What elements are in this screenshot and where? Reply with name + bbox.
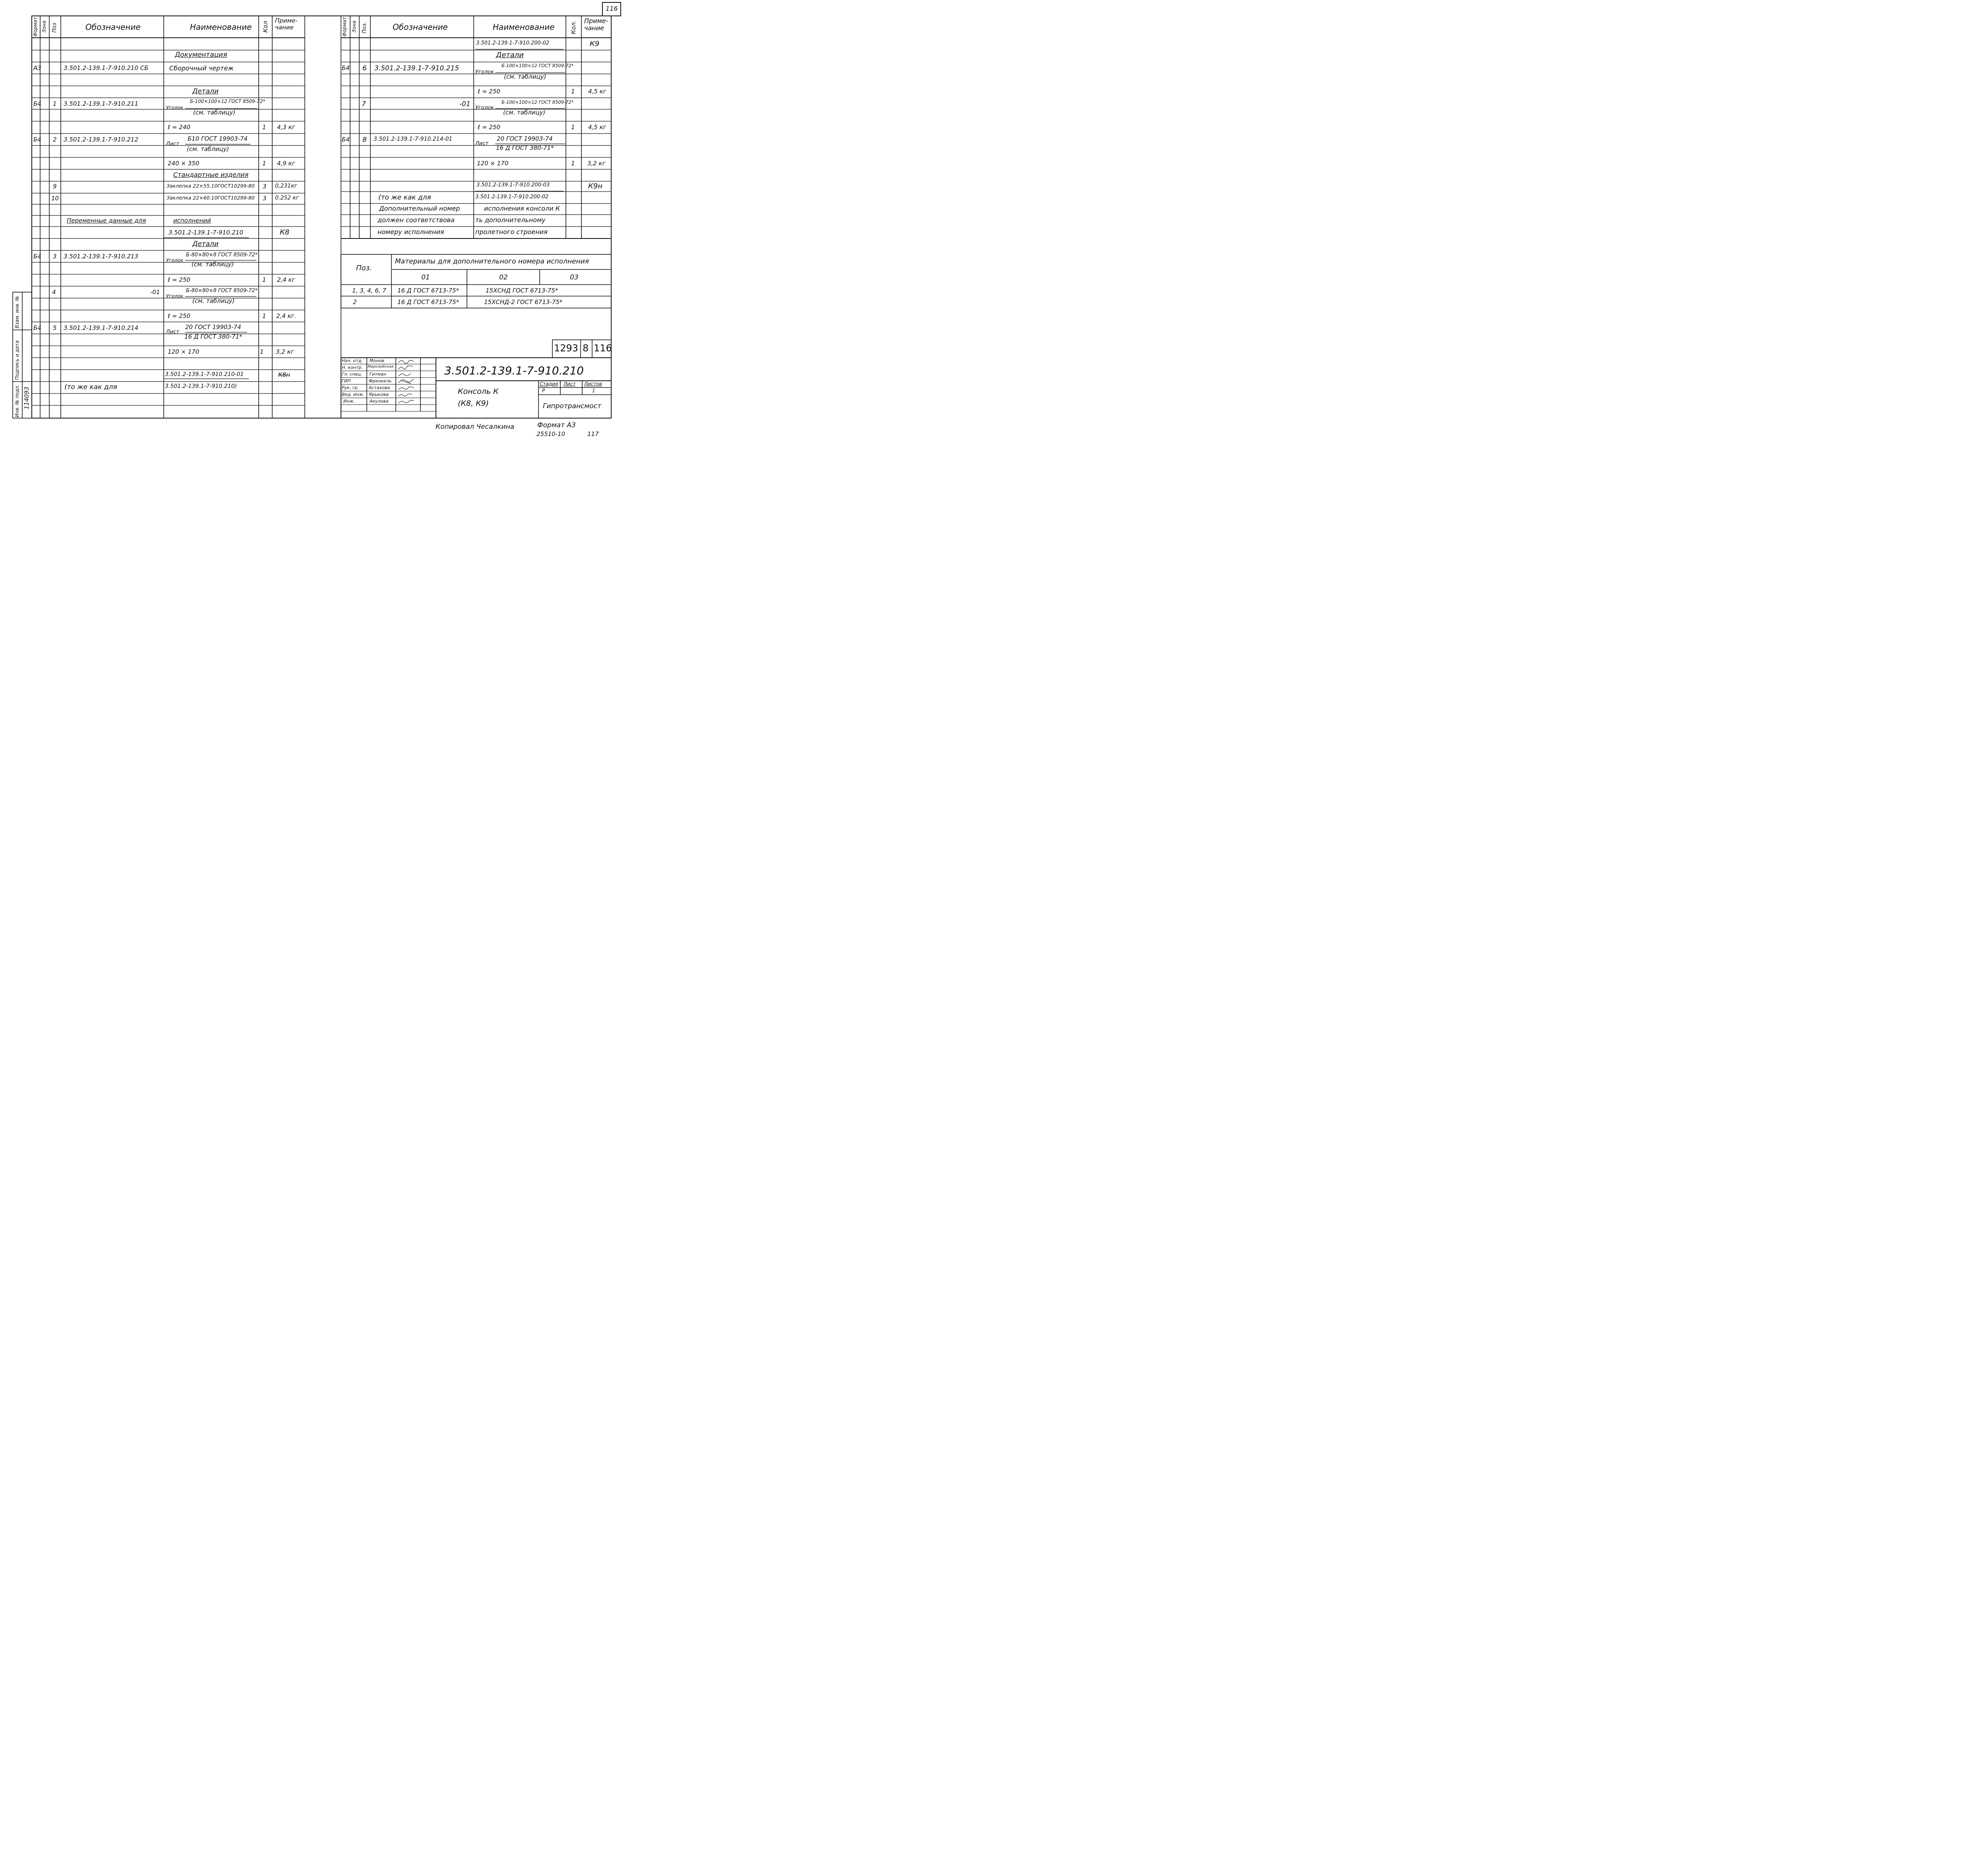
left-variable-data-label-cont: исполнений bbox=[173, 217, 211, 224]
right-name: 3.501.2-139.1-7-910.200-03 bbox=[476, 182, 550, 188]
right-name: ть дополнительному bbox=[475, 216, 546, 224]
signature-role: Вед. инж. bbox=[342, 392, 364, 397]
materials-row-0203: 15ХСНД-2 ГОСТ 6713-75* bbox=[484, 298, 563, 306]
left-name: 3.501.2-139.1-7-910.210 bbox=[168, 229, 244, 236]
signature-role: ГИП bbox=[342, 378, 351, 384]
signature-role: Гл. спец. bbox=[342, 372, 362, 377]
signature-role: Нач. отд. bbox=[342, 358, 363, 363]
right-name-bottom: (см. таблицу) bbox=[504, 73, 546, 80]
left-name-prefix: Уголок bbox=[166, 105, 184, 110]
right-header-pos: Поз. bbox=[362, 22, 368, 33]
sheet-ref-part2: 8 bbox=[583, 343, 589, 354]
right-designation: 3.501.2-139.1-7-910.215 bbox=[374, 64, 459, 72]
right-name: ℓ = 250 bbox=[478, 88, 500, 95]
left-name: Заклепка 22×60.10ГОСТ10299-80 bbox=[167, 195, 255, 201]
left-note: 2,4 кг. bbox=[276, 312, 296, 320]
right-header-designation: Обозначение bbox=[393, 22, 448, 32]
left-note: 2,4 кг bbox=[277, 276, 295, 283]
signature-name: Миролюбская bbox=[368, 365, 394, 369]
left-qty: 1 bbox=[262, 160, 266, 167]
copied-by: Копировал Чесалкина bbox=[436, 423, 515, 431]
left-designation: -01 bbox=[150, 289, 160, 296]
left-note: 3,2 кг bbox=[276, 348, 294, 355]
left-section-standard-items: Стандартные изделия bbox=[173, 171, 249, 178]
materials-row-pos: 2 bbox=[353, 298, 357, 306]
product-sub: (К8, К9) bbox=[458, 399, 489, 408]
left-note: 0,231кг bbox=[275, 183, 297, 189]
stage-value: Р bbox=[542, 388, 545, 393]
right-name-prefix: Лист bbox=[475, 141, 488, 147]
left-qty: 1 bbox=[262, 276, 266, 283]
left-section-details: Детали bbox=[192, 87, 219, 95]
left-note: 4,9 кг bbox=[277, 160, 295, 167]
left-designation: 3.501.2-139.1-7-910.210 СБ bbox=[64, 64, 149, 72]
right-qty: 1 bbox=[571, 88, 575, 95]
signature-role: Инж. bbox=[343, 399, 355, 404]
left-name-top: 20 ГОСТ 19903-74 bbox=[185, 324, 241, 331]
product-name: Консоль К bbox=[458, 387, 499, 396]
side-label-inventory: Инв. № подл. bbox=[14, 384, 20, 417]
left-format: Б4 bbox=[33, 136, 41, 143]
left-qty: 1 bbox=[260, 348, 264, 355]
stamp-number: 25510-10 bbox=[536, 430, 566, 438]
sheet-ref-part1: 1293 bbox=[554, 343, 579, 354]
left-designation: 3.501.2-139.1-7-910.214 bbox=[64, 324, 139, 331]
right-pos: 8 bbox=[362, 136, 367, 144]
left-qty: 1 bbox=[262, 312, 266, 320]
left-variable-data-label: Переменные данные для bbox=[67, 217, 146, 224]
left-note: К8н bbox=[278, 371, 290, 378]
left-name: Сборочный чертеж bbox=[169, 64, 234, 72]
right-name: ℓ = 250 bbox=[478, 124, 500, 131]
materials-col-02: 02 bbox=[499, 273, 508, 281]
signature-role: Н. контр. bbox=[342, 365, 363, 370]
left-name-bottom: (см. таблицу) bbox=[192, 297, 235, 304]
organization: Гипротрансмост bbox=[543, 402, 601, 410]
left-note: 4,3 кг bbox=[277, 124, 295, 131]
right-note: К9 bbox=[590, 40, 600, 48]
left-designation: (то же как для bbox=[64, 383, 117, 391]
left-pos: 9 bbox=[53, 183, 57, 190]
materials-col-03: 03 bbox=[570, 273, 579, 281]
right-name-prefix: Уголок bbox=[475, 69, 494, 75]
left-qty: 3 bbox=[263, 183, 267, 190]
right-name-top: Б-100×100×12 ГОСТ 8509-72* bbox=[502, 63, 574, 68]
left-header-format: Формат bbox=[33, 17, 38, 37]
left-note: К8 bbox=[280, 228, 290, 236]
page-number: 117 bbox=[587, 430, 599, 438]
signature-name: Гитман bbox=[370, 372, 386, 377]
left-name-prefix: Уголок bbox=[166, 258, 184, 263]
materials-row-pos: 1, 3, 4, 6, 7 bbox=[352, 287, 386, 294]
stage-label: Стадия bbox=[540, 381, 558, 387]
right-designation: номеру исполнения bbox=[378, 228, 444, 236]
right-name: пролетного строения bbox=[475, 228, 548, 236]
left-name-bottom: (см. таблицу) bbox=[187, 145, 229, 153]
materials-row-01: 16 Д ГОСТ 6713-75* bbox=[397, 287, 459, 294]
right-header-format: Формат bbox=[342, 17, 347, 37]
left-header-designation: Обозначение bbox=[85, 22, 141, 32]
right-designation: 3.501.2-139.1-7-910.214-01 bbox=[374, 136, 453, 142]
materials-pos-header: Поз. bbox=[356, 264, 372, 272]
left-designation: 3.501.2-139.1-7-910.211 bbox=[64, 100, 139, 107]
materials-row-01: 16 Д ГОСТ 6713-75* bbox=[397, 298, 459, 306]
right-name-top: Б-100×100×12 ГОСТ 8509-72* bbox=[502, 99, 574, 105]
signature-name: Астахова bbox=[369, 385, 390, 390]
materials-col-01: 01 bbox=[421, 273, 430, 281]
left-name-bottom: (см. таблицу) bbox=[192, 261, 234, 268]
right-designation: должен соответствова bbox=[378, 216, 455, 224]
right-name-bottom: (см. таблицу) bbox=[503, 109, 546, 116]
left-name: Заклепка 22×55.10ГОСТ10299-80 bbox=[167, 183, 255, 189]
left-qty: 3 bbox=[263, 195, 267, 202]
sheet-label: Лист bbox=[564, 381, 576, 387]
left-note: 0.252 кг bbox=[275, 195, 299, 201]
left-designation: 3.501.2-139.1-7-910.213 bbox=[64, 253, 139, 260]
materials-title: Материалы для дополнительного номера исполнения bbox=[395, 258, 589, 266]
left-name-top: Б10 ГОСТ 19903-74 bbox=[188, 135, 248, 142]
left-name-top: Б-80×80×8 ГОСТ 8509-72* bbox=[186, 288, 258, 294]
right-format: Б4 bbox=[342, 136, 350, 143]
left-header-zone: Зона bbox=[41, 20, 47, 33]
left-name: 3.501.2-139.1-7-910.210) bbox=[165, 383, 237, 390]
left-pos: 4 bbox=[52, 289, 56, 296]
left-format: Б4 bbox=[33, 324, 41, 331]
right-header-name: Наименование bbox=[493, 22, 555, 32]
right-name-top: 20 ГОСТ 19903-74 bbox=[497, 135, 553, 142]
right-qty: 1 bbox=[571, 124, 575, 131]
right-designation: -01 bbox=[459, 100, 471, 108]
right-note: 3,2 кг bbox=[587, 160, 606, 167]
left-format: А3 bbox=[33, 64, 41, 72]
left-designation: 3.501.2-139.1-7-910.212 bbox=[64, 136, 139, 143]
left-format: Б4 bbox=[33, 253, 41, 260]
left-header-qty: Кол bbox=[262, 21, 269, 33]
side-label-replaced-inventory: Взам. инв. № bbox=[14, 296, 20, 328]
left-name: ℓ = 240 bbox=[168, 124, 190, 131]
left-name-top: Б-100×100×12 ГОСТ 8509-72* bbox=[190, 99, 265, 104]
format-label: Формат А3 bbox=[537, 421, 576, 429]
left-name-prefix: Лист bbox=[166, 329, 179, 335]
left-name-prefix: Лист bbox=[166, 141, 179, 147]
right-name: исполнения консоли К bbox=[484, 205, 560, 212]
signature-role: Рук. гр. bbox=[342, 385, 359, 390]
right-name: 120 × 170 bbox=[477, 160, 509, 167]
right-pos: 7 bbox=[362, 100, 366, 108]
left-qty: 1 bbox=[262, 124, 266, 131]
corner-sheet-number: 116 bbox=[606, 5, 618, 12]
right-section-details: Детали bbox=[496, 51, 524, 59]
right-name-prefix: Уголок bbox=[475, 105, 494, 111]
side-inventory-number: 114093 bbox=[23, 386, 30, 409]
right-pos: 6 bbox=[362, 64, 367, 72]
signature-scribbles bbox=[399, 360, 414, 403]
left-name: 3.501.2-139.1-7-910.210-01 bbox=[165, 371, 244, 378]
left-pos: 1 bbox=[53, 100, 57, 107]
right-designation: Дополнительный номер bbox=[379, 205, 460, 212]
right-note: К9н bbox=[588, 182, 602, 190]
right-qty: 1 bbox=[571, 160, 575, 167]
right-header-qty: Кол. bbox=[570, 20, 577, 34]
sheets-value: 1 bbox=[592, 388, 595, 393]
right-name-bottom: 16 Д ГОСТ 380-71* bbox=[496, 144, 554, 151]
left-name: 120 × 170 bbox=[168, 348, 199, 355]
right-name: 3.501.2-139.1-7-910.200-02 bbox=[476, 40, 550, 46]
right-designation: (то же как для bbox=[378, 194, 431, 202]
left-section-details-2: Детали bbox=[192, 240, 219, 248]
materials-row-0203: 15ХСНД ГОСТ 6713-75* bbox=[486, 287, 558, 294]
right-note: 4,5 кг bbox=[588, 124, 606, 131]
left-header-pos: Поз bbox=[52, 23, 58, 33]
left-name-top: Б-80×80×8 ГОСТ 8509-72* bbox=[186, 252, 258, 258]
right-format: Б4 bbox=[342, 64, 350, 72]
right-note: 4,5 кг bbox=[588, 88, 606, 95]
sheet-ref-part3: 116 bbox=[594, 343, 612, 354]
left-header-note: Приме- чание bbox=[275, 17, 298, 31]
signature-name: Френкель bbox=[369, 378, 392, 384]
left-format: Б4 bbox=[33, 100, 41, 107]
right-header-note: Приме- чание bbox=[584, 17, 608, 32]
left-name-bottom: 16 Д ГОСТ 380-71* bbox=[184, 333, 242, 340]
left-pos: 5 bbox=[53, 324, 57, 331]
left-pos: 2 bbox=[53, 136, 57, 143]
right-name: 3.501.2-139.1-7-910.200-02 bbox=[475, 194, 549, 200]
side-label-signature-date: Подпись и дата bbox=[14, 340, 20, 380]
left-name: ℓ = 250 bbox=[168, 276, 190, 283]
left-name: ℓ = 250 bbox=[168, 312, 190, 320]
sheets-label: Листов bbox=[584, 381, 602, 387]
signature-name: Ярыкова bbox=[369, 392, 389, 397]
left-name: 240 × 350 bbox=[168, 160, 199, 167]
right-header-zone: Зона bbox=[351, 20, 357, 33]
left-pos: 3 bbox=[53, 253, 57, 260]
left-header-name: Наименование bbox=[190, 22, 252, 32]
document-code: 3.501.2-139.1-7-910.210 bbox=[444, 364, 584, 377]
left-name-bottom: (см. таблицу) bbox=[193, 109, 236, 116]
left-name-prefix: Уголок bbox=[166, 293, 184, 299]
left-section-documentation: Документация bbox=[175, 51, 227, 59]
left-pos: 10 bbox=[51, 195, 59, 202]
signature-name: Акулова bbox=[370, 399, 389, 404]
signature-name: Монов bbox=[370, 358, 384, 363]
